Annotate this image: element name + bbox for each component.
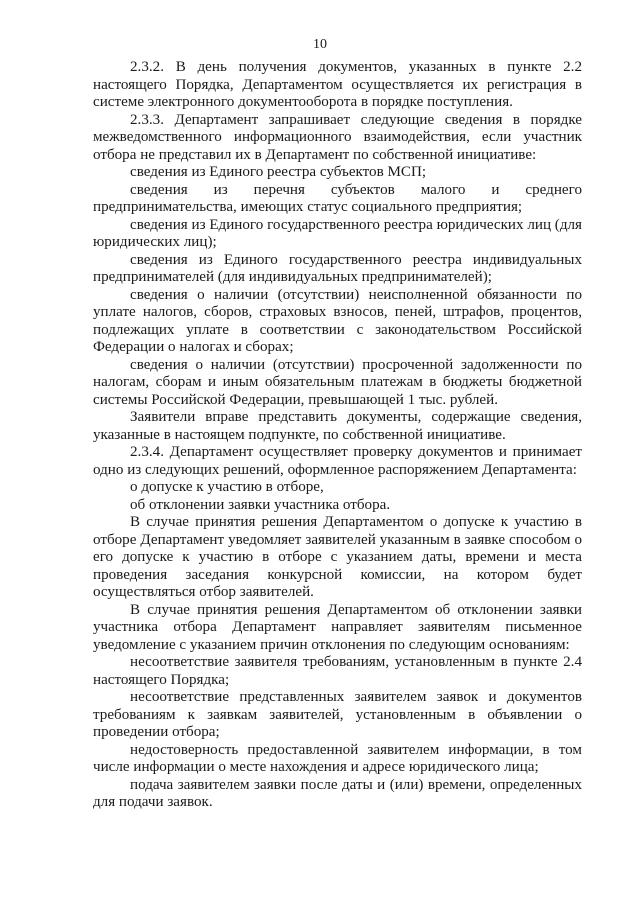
document-body	[93, 59, 582, 812]
list-item: подача заявителем заявки после даты и (или) времени, определенных для подачи заявок.	[93, 776, 582, 810]
list-item: сведения о наличии (отсутствии) просроченной задолженности по налогам, сборам и иным обязательным платежам в бюджеты бюджетной системы Российской Федерации, превышающей 1 тыс. рублей.	[93, 356, 582, 408]
list-item: сведения из перечня субъектов малого и среднего предпринимательства, имеющих статус социального предприятия;	[93, 181, 582, 215]
paragraph: Заявители вправе представить документы, содержащие сведения, указанные в настоящем подпункте, по собственной инициативе.	[93, 409, 582, 443]
paragraph: В случае принятия решения Департаментом о допуске к участию в отборе Департамент уведомляет заявителей указанным в заявке способом о его допуске к участию в отборе с указанием даты, времени и места проведения заседания конкурсной комиссии, на котором будет осуществляться отбор заявителей.	[93, 514, 582, 600]
list-item: недостоверность предоставленной заявителем информации, в том числе информации о месте нахождения и адресе юридического лица;	[93, 741, 582, 775]
paragraph-2-3-3: 2.3.3. Департамент запрашивает следующие сведения в порядке межведомственного информационного взаимодействия, если участник отбора не представил их в Департамент по собственной инициативе:	[93, 111, 582, 163]
list-item: сведения из Единого государственного реестра юридических лиц (для юридических лиц);	[93, 216, 582, 250]
list-item: сведения о наличии (отсутствии) неисполненной обязанности по уплате налогов, сборов, страховых взносов, пеней, штрафов, процентов, подлежащих уплате в соответствии с законодательством Российской Федерации о налогах и сборах;	[93, 286, 582, 355]
list-item: несоответствие заявителя требованиям, установленным в пункте 2.4 настоящего Порядка;	[93, 654, 582, 688]
paragraph-2-3-2: 2.3.2. В день получения документов, указанных в пункте 2.2 настоящего Порядка, Департаментом осуществляется их регистрация в системе электронного документооборота в порядке поступления.	[93, 59, 582, 110]
paragraph: В случае принятия решения Департаментом об отклонении заявки участника отбора Департамент направляет заявителям письменное уведомление с указанием причин отклонения по следующим основаниям:	[93, 601, 582, 653]
paragraph-2-3-4: 2.3.4. Департамент осуществляет проверку документов и принимает одно из следующих решений, оформленное распоряжением Департамента:	[93, 444, 582, 478]
list-item: об отклонении заявки участника отбора.	[130, 496, 391, 513]
list-item: о допуске к участию в отборе,	[130, 479, 324, 495]
list-item: сведения из Единого государственного реестра индивидуальных предпринимателей (для индивидуальных предпринимателей);	[93, 251, 582, 285]
list-item: сведения из Единого реестра субъектов МСП;	[130, 164, 427, 180]
list-item: несоответствие представленных заявителем заявок и документов требованиям к заявкам заявителей, установленным в объявлении о проведении отбора;	[93, 689, 582, 740]
page-number: 10	[313, 37, 327, 52]
